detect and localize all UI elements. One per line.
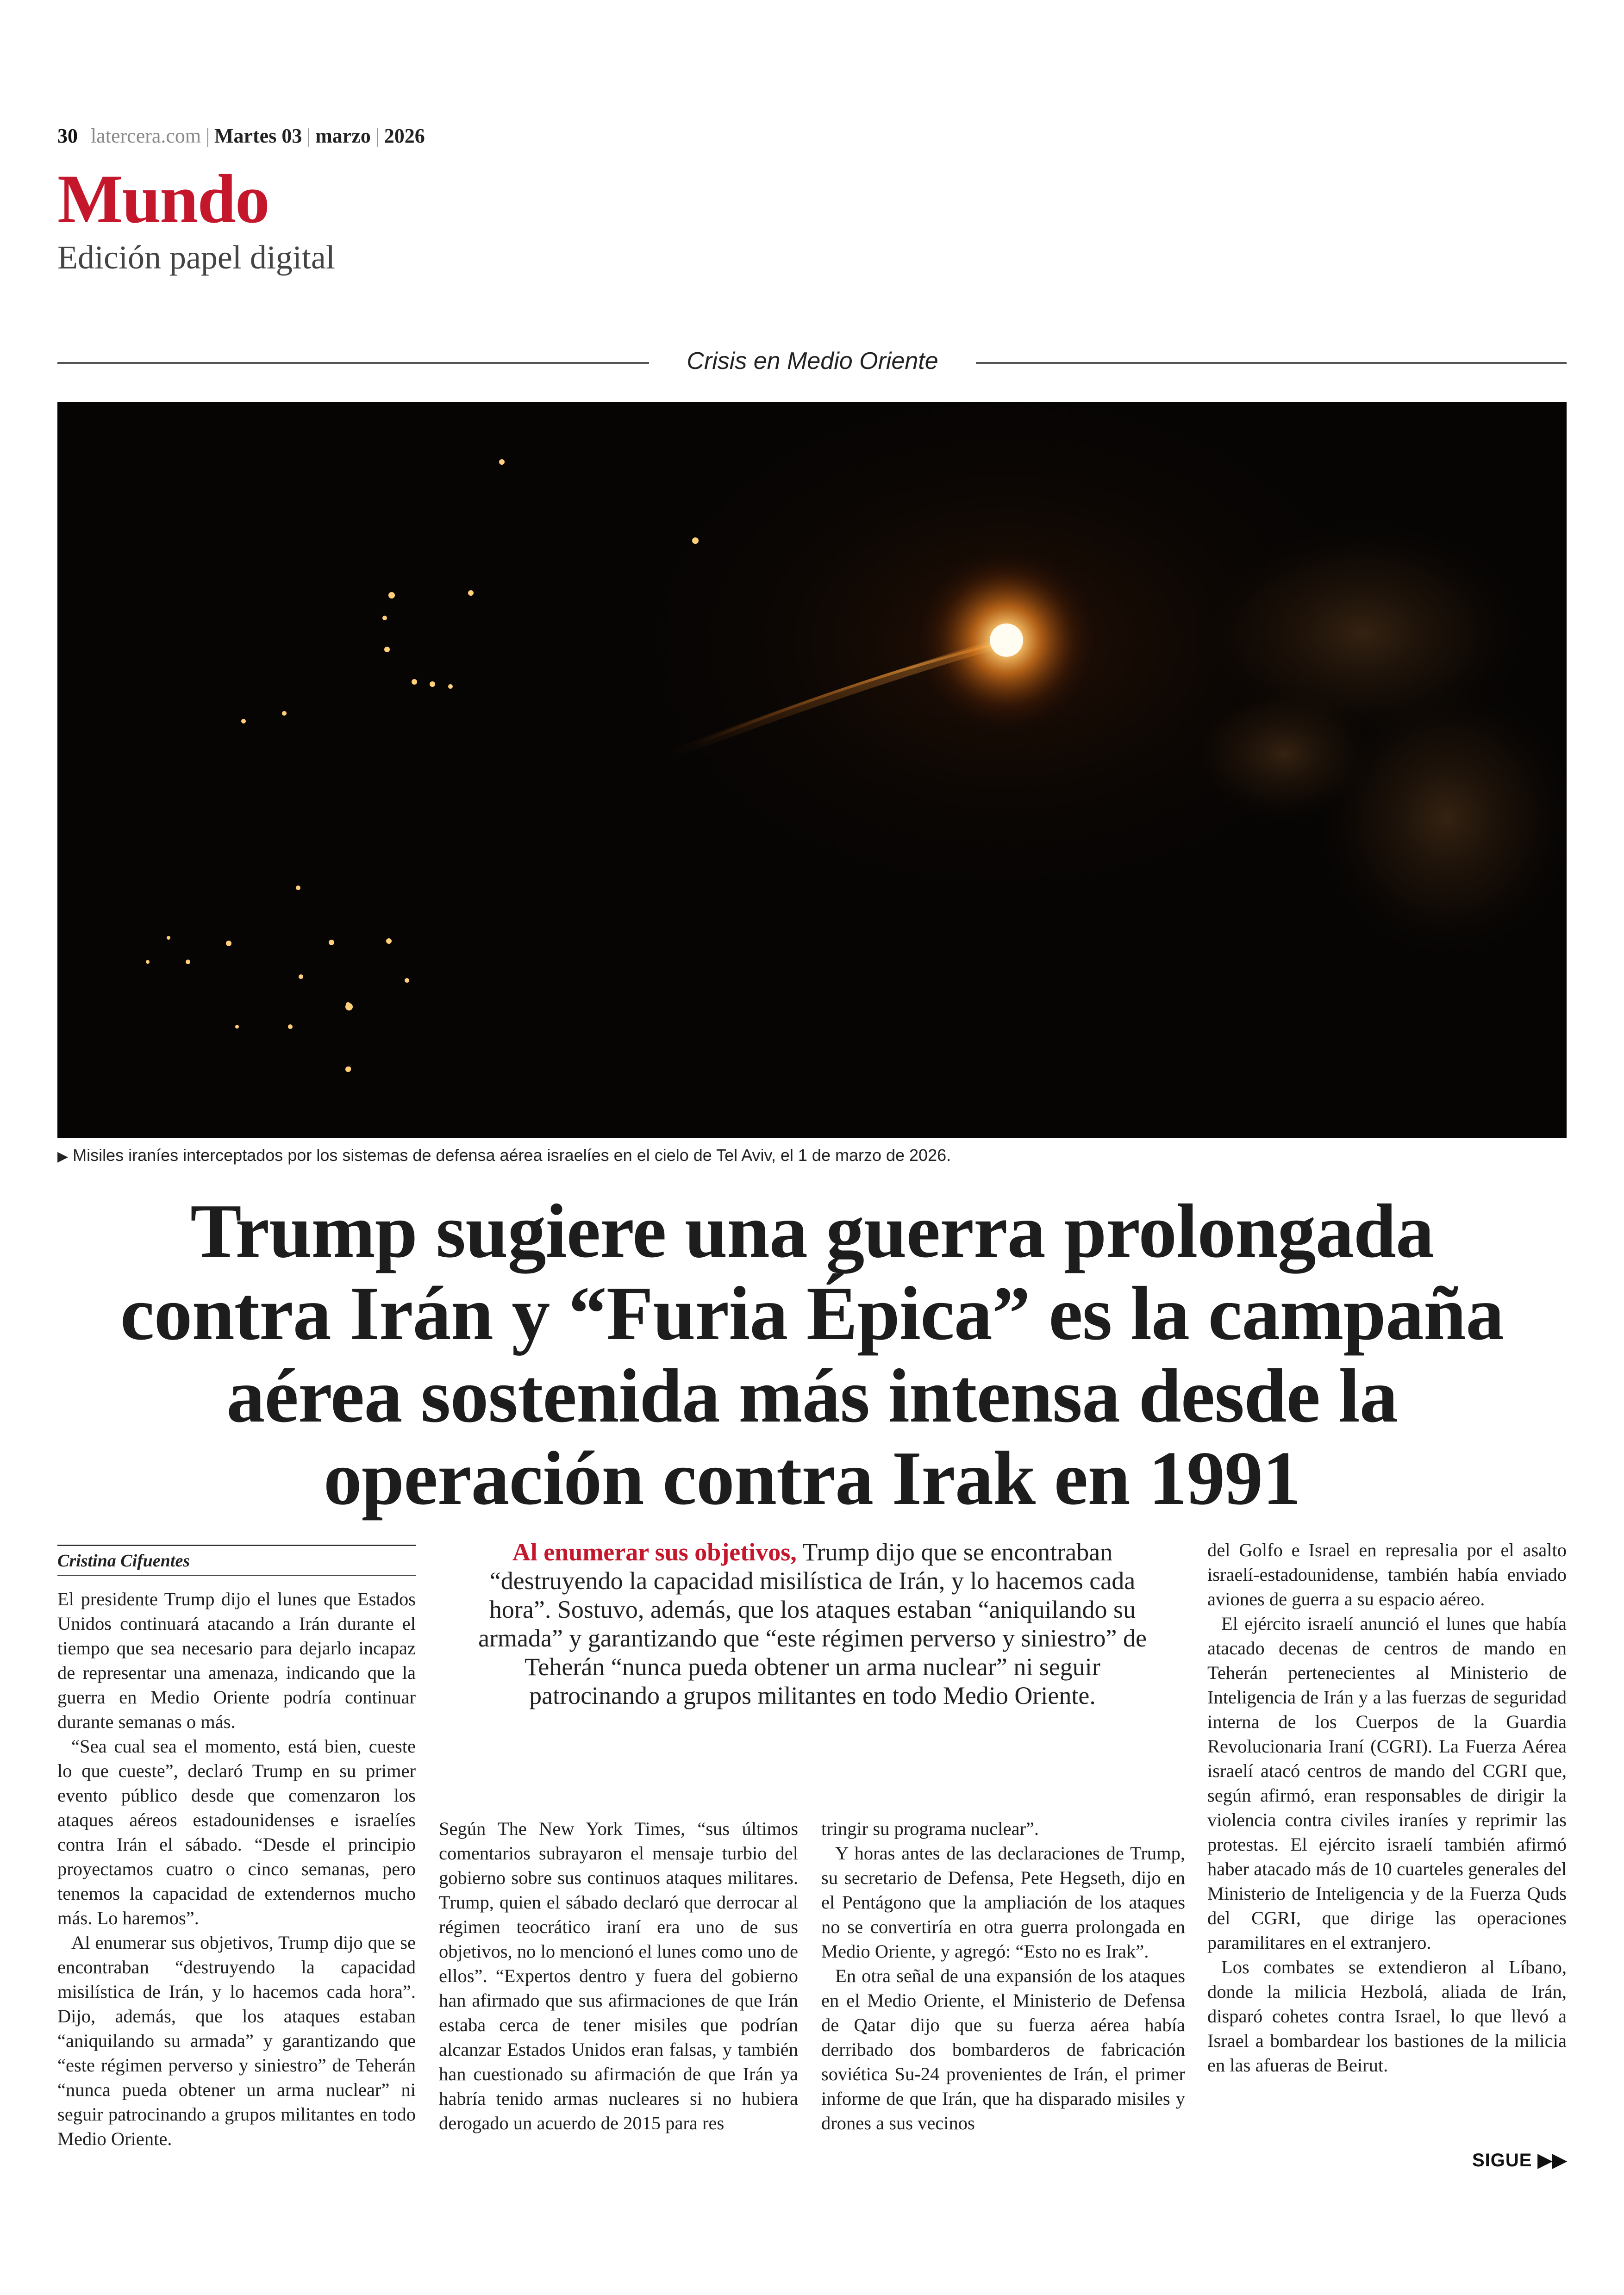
photo-caption: ▶ Misiles iraníes interceptados por los sistemas de defensa aérea israelíes en el cielo de Tel Aviv, el 1 de marzo de 2026.	[57, 1146, 951, 1165]
headline	[57, 1190, 1567, 1519]
paragraph: En otra señal de una expansión de los ataques en el Medio Oriente, el Ministerio de Defensa de Qatar dijo que su fuerza aérea había derribado dos bombarderos de fabricación soviética Su-24 provenientes de Irán, el primer informe de que Irán, que ha disparado misiles y drones a sus vecinos	[821, 1965, 1185, 2133]
section-subtitle: Edición papel digital	[57, 239, 335, 276]
paragraph: El presidente Trump dijo el lunes que Estados Unidos continuará atacando a Irán durante el tiempo que sea necesario para dejarlo incapaz de representar una amenaza, indicando que la guerra en Medio Oriente podría continuar durante semanas o más.	[57, 1589, 416, 1732]
author-rule-bottom	[57, 1575, 416, 1576]
headline-line: aérea sostenida más intensa desde la	[226, 1353, 1398, 1438]
author-rule-top	[57, 1545, 416, 1546]
paragraph: Los combates se extendieron al Líbano, donde la milicia Hezbolá, aliada de Irán, disparó cohetes contra Israel, lo que llevó a Israel a bombardear los bastiones de la milicia en las afueras de Beirut.	[1207, 1957, 1567, 2076]
section-title: Mundo	[57, 161, 269, 237]
date-year: 2026	[384, 125, 425, 147]
lead-photo	[57, 402, 1567, 1138]
pull-quote-lead: Al enumerar sus objetivos,	[512, 1538, 797, 1566]
paragraph: Al enumerar sus objetivos, Trump dijo que se encontraban “destruyendo la capacidad misilística de Irán, y lo hacemos cada hora”. Dijo, además, que los ataques estaban “aniquilando su armada” y garantizando que “este régimen perverso y siniestro” de Teherán “nunca pueda obtener un arma nuclear” ni seguir patrocinando a grupos militantes en todo Medio Oriente.	[57, 1932, 416, 2149]
paragraph: del Golfo e Israel en represalia por el asalto israelí-estadounidense, también había enviado aviones de guerra a su espacio aéreo.	[1207, 1540, 1567, 1609]
kicker-rule-left	[57, 362, 649, 364]
body-column-3	[821, 1816, 1185, 2135]
body-column-4	[1207, 1538, 1567, 2077]
date-month: marzo	[315, 125, 371, 147]
kicker-rule-right	[976, 362, 1567, 364]
headline-line: contra Irán y “Furia Épica” es la campaña	[120, 1271, 1504, 1356]
page-folio: 30 latercera.com | Martes 03 | marzo | 2026	[57, 125, 425, 147]
body-column-2	[439, 1816, 798, 2135]
byline: Cristina Cifuentes	[57, 1551, 190, 1571]
page-number: 30	[57, 125, 78, 147]
pull-quote	[477, 1538, 1148, 1710]
date-day: Martes 03	[214, 125, 302, 147]
site-name: latercera.com	[91, 125, 201, 147]
caption-arrow-icon: ▶	[57, 1149, 69, 1164]
body-column-1	[57, 1587, 416, 2151]
headline-line: Trump sugiere una guerra prolongada	[190, 1188, 1434, 1273]
paragraph: Según The New York Times, “sus últimos comentarios subrayaron el mensaje turbio del gobierno sobre sus continuos ataques militares. Trump, quien el sábado declaró que derrocar al régimen teocrático iraní era uno de sus objetivos, no lo mencionó el lunes como uno de ellos”. “Expertos dentro y fuera del gobierno han afirmado que sus afirmaciones de que Irán estaba cerca de tener misiles que podrían alcanzar Estados Unidos eran falsas, y también han cuestionado su afirmación de que Irán ya habría tenido armas nucleares si no hubiera derogado un acuerdo de 2015 para res	[439, 1818, 798, 2133]
kicker: Crisis en Medio Oriente	[687, 348, 938, 374]
paragraph: tringir su programa nuclear”.	[821, 1818, 1039, 1839]
paragraph: El ejército israelí anunció el lunes que había atacado decenas de centros de mando en Teherán pertenecientes al Ministerio de Inteligencia de Irán y a las fuerzas de seguridad interna de los Cuerpos de la Guardia Revolucionaria Iraní (CGRI). La Fuerza Aérea israelí atacó centros de mando del CGRI que, según afirmó, eran responsables de dirigir la violencia contra civiles iraníes y reprimir las protestas. El ejército israelí también afirmó haber atacado más de 10 cuarteles generales del Ministerio de Inteligencia y de la Fuerza Quds del CGRI, que dirige las operaciones paramilitares en el extranjero.	[1207, 1613, 1567, 1953]
continue-link[interactable]	[1472, 2150, 1567, 2171]
continue-label: SIGUE	[1472, 2150, 1532, 2170]
pull-quote-text: Trump dijo que se encontraban “destruyendo la capacidad misilística de Irán, y lo hacemos cada hora”. Sostuvo, además, que los ataques estaban “aniquilando su armada” y garantizando que “este régimen perverso y siniestro” de Teherán “nunca pueda obtener un arma nuclear” ni seguir patrocinando a grupos militantes en todo Medio Oriente.	[478, 1538, 1147, 1709]
paragraph: Y horas antes de las declaraciones de Trump, su secretario de Defensa, Pete Hegseth, dijo en el Pentágono que la ampliación de los ataques no se convertiría en otra guerra prolongada en Medio Oriente, y agregó: “Esto no es Irak”.	[821, 1843, 1185, 1962]
double-arrow-right-icon: ▶▶	[1532, 2150, 1568, 2170]
headline-line: operación contra Irak en 1991	[323, 1435, 1301, 1521]
paragraph: “Sea cual sea el momento, está bien, cueste lo que cueste”, declaró Trump en su primer evento público desde que comenzaron los ataques aéreos estadounidenses e israelíes contra Irán el sábado. “Desde el principio proyectamos cuatro o cinco semanas, pero tenemos la capacidad de extendernos mucho más. Lo haremos”.	[57, 1736, 416, 1928]
